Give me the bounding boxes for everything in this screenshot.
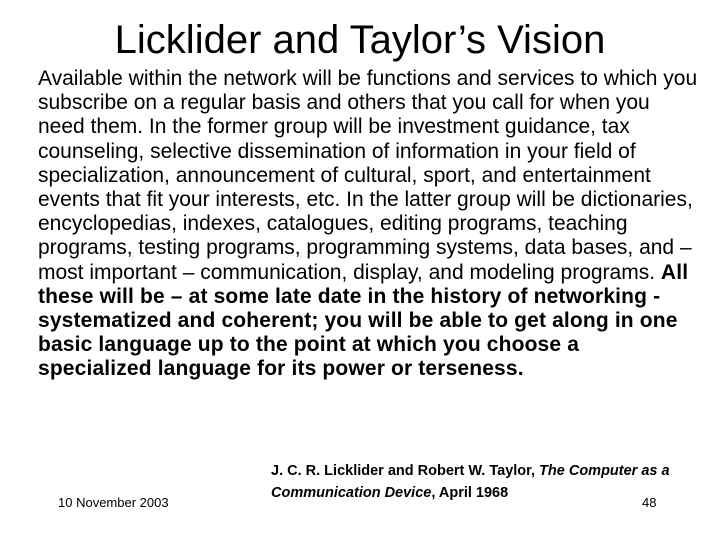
citation-authors: J. C. R. Licklider and Robert W. Taylor, <box>271 463 540 479</box>
quote-plain-text: Available within the network will be functions and services to which you subscribe on a regular basis and others that you call for when you need them. In the former group will be investment guidance, tax counseling, selective dissemination of information in your field of specialization, announcement of cultural, sport, and entertainment events that fit your interests, etc. In the latter group will be dictionaries, encyclopedias, indexes, catalogues, editing programs, teaching programs, testing programs, programming systems, data bases, and – most important – communication, display, and modeling programs. <box>38 67 698 284</box>
citation-title: The Computer as a Communication Device <box>271 463 670 501</box>
quote-body <box>38 67 698 382</box>
citation-date: , April 1968 <box>431 485 509 501</box>
quote-emphasis-text: All these will be – at some late date in the history of networking - systematized and coherent; you will be able to get along in one basic language up to the point at which you choose a specialized language for its power or terseness. <box>38 260 689 381</box>
slide-title: Licklider and Taylor’s Vision <box>114 18 606 62</box>
footer-date: 10 November 2003 <box>58 495 169 510</box>
page-number: 48 <box>642 495 657 510</box>
